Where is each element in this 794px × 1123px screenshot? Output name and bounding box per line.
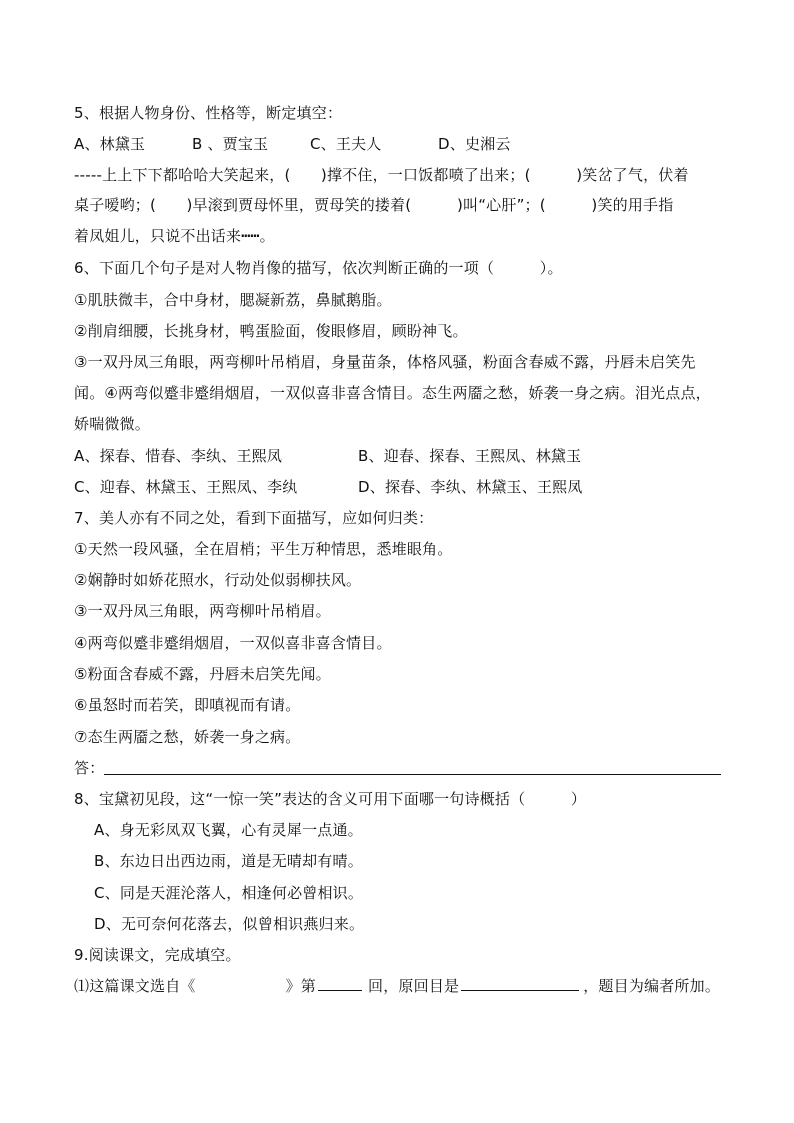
q6-line: ①肌肤微丰，合中身材，腮凝新荔，鼻腻鹅脂。	[74, 291, 392, 309]
q9-fill-line	[74, 976, 720, 996]
q9-part-3: 回，原回目是	[368, 977, 460, 995]
q5-title: 5、根据人物身份、性格等，断定填空：	[74, 104, 343, 122]
q7-answer-label: 答：	[74, 759, 105, 777]
q6-option-b: B、迎春、探春、王熙凤、林黛玉	[358, 447, 582, 465]
q6-title: 6、下面几个句子是对人物肖像的描写，依次判断正确的一项（ ）。	[74, 259, 563, 277]
q8-option-a: A、身无彩凤双飞翼，心有灵犀一点通。	[94, 821, 363, 839]
q7-title: 7、美人亦有不同之处，看到下面描写，应如何归类：	[74, 509, 434, 527]
q5-option-b: B 、贾宝玉	[192, 135, 269, 153]
q5-passage-line: -----上上下下都哈哈大笑起来，( )撑不住，一口饭都喷了出来；( )笑岔了气，伏着	[74, 166, 689, 184]
q9-part-2: 》第	[285, 977, 317, 995]
q9-part-4: ，题目为编者所加。	[583, 977, 721, 995]
q7-line: ⑥虽怒时而若笑，即嗔视而有请。	[74, 696, 301, 714]
q7-line: ⑦态生两靥之愁，娇袭一身之病。	[74, 728, 301, 746]
q5-option-a: A、林黛玉	[74, 135, 146, 153]
q5-passage-line: 着凤姐儿，只说不出话来┅┅。	[74, 227, 275, 245]
q7-line: ②娴静时如娇花照水，行动处似弱柳扶风。	[74, 571, 362, 589]
q9-original-title-blank[interactable]	[461, 976, 579, 991]
q7-answer-blank[interactable]	[104, 774, 721, 775]
q8-option-b: B、东边日出西边雨，道是无晴却有晴。	[94, 852, 363, 870]
q7-line: ③一双丹凤三角眼，两弯柳叶吊梢眉。	[74, 602, 331, 620]
q6-option-c: C、迎春、林黛玉、王熙凤、李纨	[74, 478, 298, 496]
q7-line: ①天然一段风骚，全在眉梢；平生万种情思，悉堆眼角。	[74, 540, 453, 558]
q6-option-d: D、探春、李纨、林黛玉、王熙凤	[358, 478, 583, 496]
q6-line: ②削肩细腰，长挑身材，鸭蛋脸面，俊眼修眉，顾盼神飞。	[74, 322, 468, 340]
q9-part-1: ⑴这篇课文选自《	[74, 977, 196, 995]
q8-option-d: D、无可奈何花落去，似曾相识燕归来。	[94, 915, 365, 933]
q8-option-c: C、同是天涯沦落人，相逢何必曾相识。	[94, 884, 364, 902]
q8-title: 8、宝黛初见段，这“一惊一笑”表达的含义可用下面哪一句诗概括（ ）	[74, 790, 587, 808]
q6-line: 娇喘微微。	[74, 415, 151, 433]
q6-line: ③一双丹凤三角眼，两弯柳叶吊梢眉，身量苗条，体格风骚，粉面含春威不露，丹唇未启笑先	[74, 353, 696, 371]
q7-line: ⑤粉面含春威不露，丹唇未启笑先闻。	[74, 665, 331, 683]
q5-passage-line: 桌子嗳哟；( )早滚到贾母怀里，贾母笑的搂着( )叫“心肝”；( )笑的用手指	[74, 196, 674, 214]
q9-chapter-blank[interactable]	[318, 976, 362, 991]
q6-option-a: A、探春、惜春、李纨、王熙凤	[74, 447, 283, 465]
q5-option-d: D、史湘云	[438, 135, 511, 153]
q7-line: ④两弯似蹙非蹙绢烟眉，一双似喜非喜含情目。	[74, 634, 392, 652]
q5-option-c: C、王夫人	[310, 135, 382, 153]
q6-line: 闻。④两弯似蹙非蹙绢烟眉，一双似喜非喜含情目。态生两靥之愁，娇袭一身之病。泪光点点，	[74, 384, 711, 402]
q9-title: 9.阅读课文，完成填空。	[74, 946, 241, 964]
